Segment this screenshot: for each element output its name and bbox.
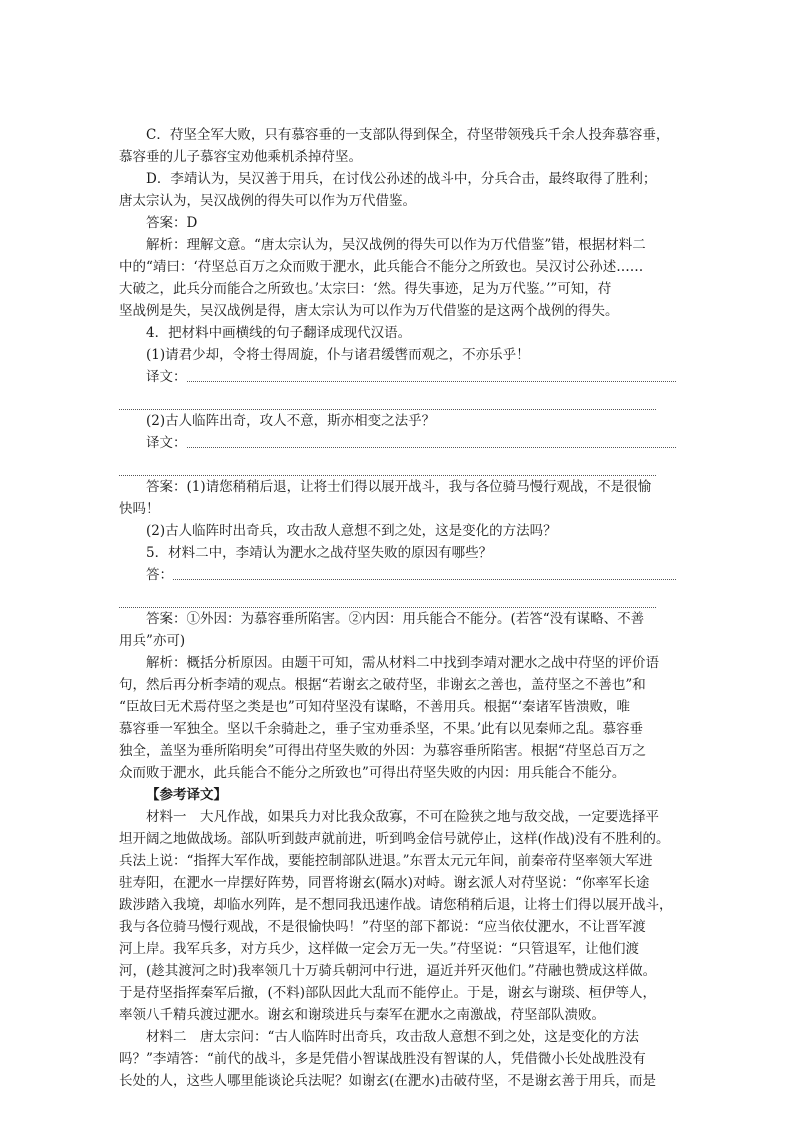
dotted-rule	[119, 474, 656, 476]
text-line: 用兵”亦可)	[119, 633, 186, 649]
text-line: 大破之，此兵分而能合之所致也。’太宗曰：‘然。得失事迹，足为万代鉴。’”可知，苻	[119, 281, 612, 297]
text-line: 率领八千精兵渡过淝水。谢玄和谢琰进兵与秦军在淝水之南激战，苻坚部队溃败。	[119, 1007, 605, 1023]
text-line: 答案：D	[146, 215, 198, 231]
text-line: 我与各位骑马慢行观战，不是很愉快吗！”苻坚的部下都说：“应当依仗淝水，不让晋军渡	[119, 919, 646, 935]
text-line: “臣故曰无术焉苻坚之类是也”可知苻坚没有谋略，不善用兵。根据“‘秦诸军皆溃败，唯	[119, 699, 630, 715]
text-line: 5．材料二中，李靖认为淝水之战苻坚失败的原因有哪些？	[146, 545, 493, 561]
text-line: 中的“靖曰：‘苻坚总百万之众而败于淝水，此兵能合不能分之所致也。吴汉讨公孙述……	[119, 259, 644, 275]
dotted-rule	[187, 446, 677, 448]
text-line: 唐太宗认为，吴汉战例的得失可以作为万代借鉴。	[119, 193, 416, 209]
text-line: 长处的人，这些人哪里能谈论兵法呢？如谢玄(在淝水)击破苻坚，不是谢玄善于用兵，而是	[119, 1073, 657, 1089]
text-line: 慕容垂的儿子慕容宝劝他乘机杀掉苻坚。	[119, 149, 362, 165]
text-line: 答案：①外因：为慕容垂所陷害。②内因：用兵能合不能分。(若答“没有谋略、不善	[146, 611, 645, 627]
text-line: 4．把材料中画横线的句子翻译成现代汉语。	[146, 325, 412, 341]
text-line: 于是苻坚指挥秦军后撤，(不料)部队因此大乱而不能停止。于是，谢玄与谢琰、桓伊等人，	[119, 985, 657, 1001]
text-line: (1)请君少却，令将士得周旋，仆与诸君缓辔而观之，不亦乐乎！	[146, 347, 530, 363]
text-line: 跋涉踏入我境，却临水列阵，是不想同我迅速作战。请您稍稍后退，让将士们得以展开战斗，	[119, 897, 673, 913]
text-line: 快吗！	[119, 501, 160, 517]
text-line: 答案：(1)请您稍稍后退，让将士们得以展开战斗，我与各位骑马慢行观战，不是很愉	[146, 479, 652, 495]
text-line: C．苻坚全军大败，只有慕容垂的一支部队得到保全，苻坚带领残兵千余人投奔慕容垂，	[146, 127, 670, 143]
text-line: 吗？”李靖答：“前代的战斗，多是凭借小智谋战胜没有智谋的人，凭借微小长处战胜没有	[119, 1051, 646, 1067]
answer-line	[146, 564, 676, 586]
text-line: (2)古人临阵出奇，攻人不意，斯亦相变之法乎？	[146, 413, 436, 429]
text-line: 解析：理解文意。“唐太宗认为，吴汉战例的得失可以作为万代借鉴”错，根据材料二	[146, 237, 646, 253]
text-line: 驻寿阳，在淝水一岸摆好阵势，同晋将谢玄(隔水)对峙。谢玄派人对苻坚说：“你率军长途	[119, 875, 650, 891]
text-line: 材料一 大凡作战，如果兵力对比我众敌寡，不可在险狭之地与敌交战，一定要选择平	[146, 809, 659, 825]
text-line: 解析：概括分析原因。由题干可知，需从材料二中找到李靖对淝水之战中苻坚的评价语	[146, 655, 659, 671]
text-line: 慕容垂一军独全。坚以千余骑赴之，垂子宝劝垂杀坚，不果。’此有以见秦师之乱。慕容垂	[119, 721, 644, 737]
text-line: 兵法上说：“指挥大军作战，要能控制部队进退。”东晋太元元年间，前秦帝苻坚率领大军进	[119, 853, 653, 869]
answer-label: 译文：	[146, 435, 187, 451]
answer-label: 答：	[146, 567, 173, 583]
text-line: 坦开阔之地做战场。部队听到鼓声就前进，听到鸣金信号就停止，这样(作战)没有不胜利的。	[119, 831, 670, 847]
text-line: (2)古人临阵时出奇兵，攻击敌人意想不到之处，这是变化的方法吗？	[146, 523, 557, 539]
answer-line	[146, 366, 676, 388]
blank-answer-line	[146, 586, 676, 608]
answer-label: 译文：	[146, 369, 187, 385]
section-heading: 【参考译文】	[146, 787, 227, 803]
text-line: D．李靖认为，吴汉善于用兵，在讨伐公孙述的战斗中，分兵合击，最终取得了胜利；	[146, 171, 657, 187]
answer-line	[146, 432, 676, 454]
dotted-rule	[173, 578, 676, 580]
text-line: 河，(趁其渡河之时)我率领几十万骑兵朝河中行进，逼近并歼灭他们。”苻融也赞成这样做。	[119, 963, 657, 979]
text-line: 河上岸。我军兵多，对方兵少，这样做一定会万无一失。”苻坚说：“只管退军，让他们渡	[119, 941, 640, 957]
text-line: 众而败于淝水，此兵能合不能分之所致也”可得出苻坚失败的内因：用兵能合不能分。	[119, 765, 626, 781]
dotted-rule	[119, 606, 656, 608]
text-line: 坚战例是失，吴汉战例是得，唐太宗认为可以作为万代借鉴的是这两个战例的得失。	[119, 303, 619, 319]
blank-answer-line	[146, 454, 676, 476]
blank-answer-line	[146, 388, 676, 410]
text-line: 材料二 唐太宗问：“古人临阵时出奇兵，攻击敌人意想不到之处，这是变化的方法	[146, 1029, 639, 1045]
dotted-rule	[187, 380, 677, 382]
dotted-rule	[119, 408, 656, 410]
text-line: 独全，盖坚为垂所陷明矣”可得出苻坚失败的外因：为慕容垂所陷害。根据“苻坚总百万之	[119, 743, 646, 759]
text-line: 句，然后再分析李靖的观点。根据“若谢玄之破苻坚，非谢玄之善也，盖苻坚之不善也”和	[119, 677, 646, 693]
